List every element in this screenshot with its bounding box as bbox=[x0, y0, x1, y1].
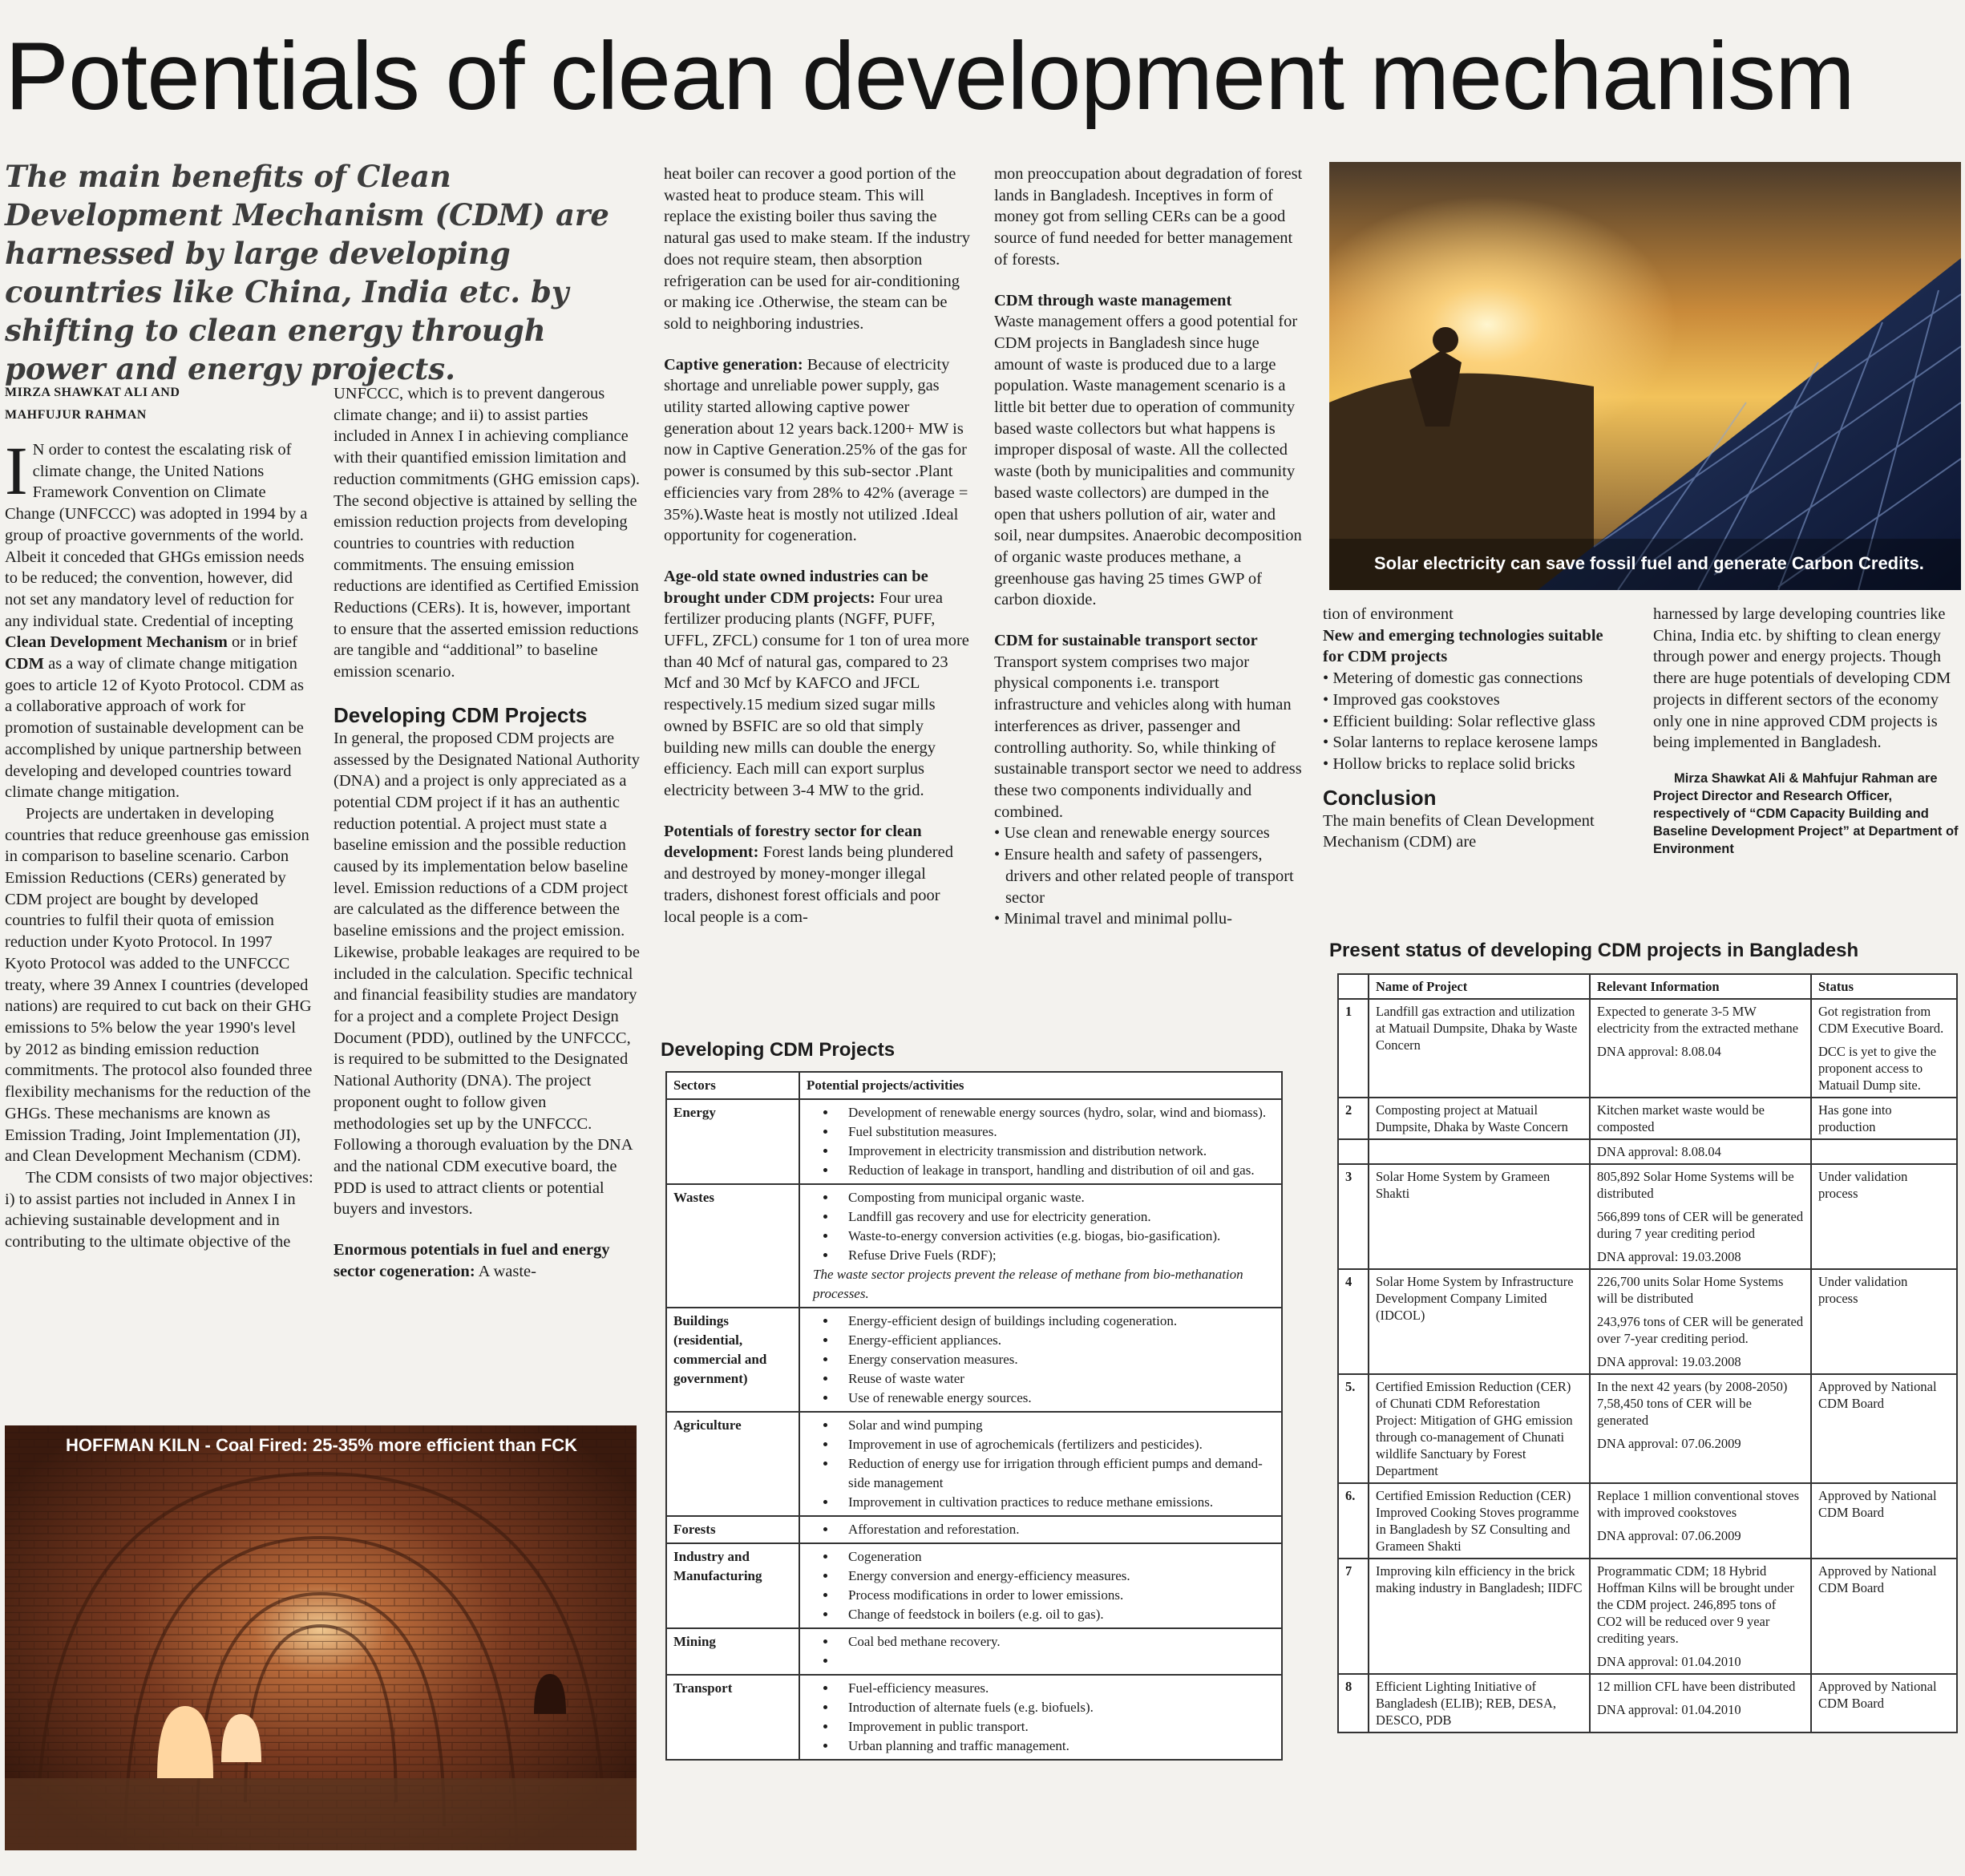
project-name-cell: Solar Home System by Infrastructure Development Company Limited (IDCOL) bbox=[1369, 1269, 1590, 1374]
list-item: • Use of renewable energy sources. bbox=[837, 1389, 1275, 1408]
activities-cell bbox=[799, 1516, 1282, 1543]
row-number-cell: 1 bbox=[1338, 999, 1369, 1098]
list-item: • Fuel substitution measures. bbox=[837, 1122, 1275, 1142]
list-item: • Waste-to-energy conversion activities (e.g. biogas, bio-gasification). bbox=[837, 1227, 1275, 1246]
list-item: • Cogeneration bbox=[837, 1547, 1275, 1567]
table-row bbox=[666, 1184, 1282, 1308]
relevant-info-cell bbox=[1590, 999, 1811, 1098]
status-cell bbox=[1811, 1098, 1957, 1139]
info-line: 566,899 tons of CER will be generated during 7 year crediting period bbox=[1597, 1209, 1804, 1241]
project-name-cell: Certified Emission Reduction (CER) of Chunati CDM Reforestation Project: Mitigation of GHG emission through co-management of Chunati wildlife Sanctuary by Forest Department bbox=[1369, 1374, 1590, 1483]
column-4 bbox=[994, 164, 1304, 1037]
table-row bbox=[666, 1543, 1282, 1628]
sector-cell: Buildings (residential, commercial and government) bbox=[666, 1308, 799, 1412]
article-paragraph: Projects are undertaken in developing countries that reduce greenhouse gas emission in comparison to baseline scenario. Carbon Emission Reductions (CERs) generated by CDM project are bought by developed countries to fulfil their quota of emission reduction under Kyoto Protocol. In 1997 Kyoto Protocol was added to the UNFCCC treaty, where 39 Annex I countries (developed nations) are required to cut back on their GHG emissions to 5% below the year 1990's level by 2012 as binding emission reduction commitments. The protocol also founded three flexibility mechanisms for the reduction of the GHGs. These mechanisms are known as Emission Trading, Joint Implementation (JI), and Clean Development Mechanism (CDM). bbox=[5, 804, 313, 1166]
sector-cell: Industry and Manufacturing bbox=[666, 1543, 799, 1628]
info-line: 805,892 Solar Home Systems will be distributed bbox=[1597, 1169, 1794, 1201]
table-row bbox=[666, 1308, 1282, 1412]
article-paragraph: tion of environment bbox=[1323, 605, 1454, 623]
article-paragraph: I N order to contest the escalating risk of climate change, the United Nations Framework Convention on Climate Change (UNFCCC) was adopted in 1994 by a group of proactive governments of the world. Albeit it conceded that GHGs emission needs to be reduced; the convention, however, did not set any mandatory level of reduction for any individual state. Credential of incepting Clean Development Mechanism or in brief CDM as a way of climate change mitigation goes to article 12 of Kyoto Protocol. CDM as a collaborative approach of work for promotion of sustainable development can be accomplished by unique partnership between developing and developed countries toward climate change mitigation. bbox=[5, 432, 308, 802]
project-name-cell bbox=[1369, 1139, 1590, 1164]
list-item: • Reuse of waste water bbox=[837, 1369, 1275, 1389]
solar-panel-photo bbox=[1329, 162, 1961, 590]
activity-list bbox=[807, 1679, 1275, 1756]
activity-list bbox=[807, 1188, 1275, 1265]
activity-list bbox=[807, 1416, 1275, 1512]
activities-cell bbox=[799, 1628, 1282, 1675]
table-row bbox=[1338, 1098, 1957, 1139]
info-line: 243,976 tons of CER will be generated over 7-year crediting period. bbox=[1597, 1314, 1804, 1346]
info-line: Programmatic CDM; 18 Hybrid Hoffman Kilns will be brought under the CDM project. 246,895 tons of CO2 will be reduced over 9 year crediting years. bbox=[1597, 1563, 1794, 1646]
activities-cell bbox=[799, 1543, 1282, 1628]
activity-list bbox=[807, 1632, 1275, 1671]
list-item: • Refuse Drive Fuels (RDF); bbox=[837, 1246, 1275, 1265]
article-paragraph: Potentials of forestry sector for clean development: Forest lands being plundered and destroyed by money-monger illegal traders, dishonest forest officials and poor local people is a com- bbox=[664, 822, 953, 926]
info-line: 226,700 units Solar Home Systems will be distributed bbox=[1597, 1274, 1784, 1306]
status-line: Approved by National CDM Board bbox=[1818, 1488, 1937, 1520]
row-number-cell: 2 bbox=[1338, 1098, 1369, 1139]
info-line: DNA approval: 07.06.2009 bbox=[1597, 1528, 1741, 1543]
column-header: Sectors bbox=[666, 1072, 799, 1099]
table-row bbox=[1338, 1139, 1957, 1164]
drop-cap: I bbox=[5, 432, 28, 509]
list-item: • Metering of domestic gas connections bbox=[1323, 669, 1583, 688]
info-line: DNA approval: 01.04.2010 bbox=[1597, 1654, 1741, 1669]
info-line: DNA approval: 19.03.2008 bbox=[1597, 1249, 1741, 1264]
deck-intro: The main benefits of Clean Development Mechanism (CDM) are harnessed by large developing countries like China, India etc. by shifting to clean energy through power and energy projects. bbox=[5, 159, 609, 386]
sector-cell: Agriculture bbox=[666, 1412, 799, 1516]
row-number-cell: 6. bbox=[1338, 1483, 1369, 1559]
list-item: • Coal bed methane recovery. bbox=[837, 1632, 1275, 1652]
list-item: • Solar lanterns to replace kerosene lamps bbox=[1323, 734, 1599, 752]
project-name-cell: Solar Home System by Grameen Shakti bbox=[1369, 1164, 1590, 1269]
list-item: • Introduction of alternate fuels (e.g. biofuels). bbox=[837, 1698, 1275, 1717]
table-row bbox=[1338, 1483, 1957, 1559]
column-header: Status bbox=[1811, 974, 1957, 999]
table-row bbox=[666, 1675, 1282, 1760]
sector-cell: Transport bbox=[666, 1675, 799, 1760]
list-item: • Afforestation and reforestation. bbox=[837, 1520, 1275, 1539]
section-heading: Developing CDM Projects bbox=[334, 702, 588, 727]
list-item: • Reduction of leakage in transport, handling and distribution of oil and gas. bbox=[837, 1161, 1275, 1180]
relevant-info-cell bbox=[1590, 1674, 1811, 1732]
headline: Potentials of clean development mechanism bbox=[5, 22, 1854, 130]
table-row bbox=[666, 1516, 1282, 1543]
byline-author-1: MIRZA SHAWKAT ALI AND bbox=[5, 386, 180, 399]
activities-cell bbox=[799, 1412, 1282, 1516]
project-name-cell: Composting project at Matuail Dumpsite, Dhaka by Waste Concern bbox=[1369, 1098, 1590, 1139]
info-line: In the next 42 years (by 2008-2050) 7,58,450 tons of CER will be generated bbox=[1597, 1379, 1788, 1428]
list-item: • Minimal travel and minimal pollu- bbox=[994, 910, 1232, 928]
column-6 bbox=[1653, 604, 1961, 932]
relevant-info-cell bbox=[1590, 1139, 1811, 1164]
column-3 bbox=[664, 164, 972, 1031]
status-cell bbox=[1811, 1483, 1957, 1559]
status-line: Under validation process bbox=[1818, 1274, 1908, 1306]
column-header: Name of Project bbox=[1369, 974, 1590, 999]
list-item: • Energy-efficient appliances. bbox=[837, 1331, 1275, 1350]
info-line: Expected to generate 3-5 MW electricity from the extracted methane bbox=[1597, 1004, 1799, 1036]
info-line: DNA approval: 8.08.04 bbox=[1597, 1144, 1721, 1159]
row-number-cell: 7 bbox=[1338, 1559, 1369, 1674]
table-row bbox=[1338, 1269, 1957, 1374]
activity-list bbox=[807, 1103, 1275, 1180]
bullet-list bbox=[1323, 668, 1627, 775]
list-item: • Development of renewable energy sources (hydro, solar, wind and biomass). bbox=[837, 1103, 1275, 1122]
info-line: DNA approval: 07.06.2009 bbox=[1597, 1436, 1741, 1451]
list-item: • Improvement in use of agrochemicals (fertilizers and pesticides). bbox=[837, 1435, 1275, 1454]
section-heading: Conclusion bbox=[1323, 785, 1437, 810]
author-bio: Mirza Shawkat Ali & Mahfujur Rahman are Project Director and Research Officer, respectively of “CDM Capacity Building and Baseline Development Project” at Department of Environment bbox=[1653, 770, 1959, 856]
list-item: • Landfill gas recovery and use for electricity generation. bbox=[837, 1207, 1275, 1227]
relevant-info-cell bbox=[1590, 1098, 1811, 1139]
article-paragraph: The main benefits of Clean Development Mechanism (CDM) are bbox=[1323, 811, 1595, 851]
photo-caption: HOFFMAN KILN - Coal Fired: 25-35% more efficient than FCK bbox=[66, 1435, 578, 1455]
status-line: Approved by National CDM Board bbox=[1818, 1379, 1937, 1411]
column-header bbox=[1338, 974, 1369, 999]
section-heading: CDM for sustainable transport sector bbox=[994, 632, 1258, 650]
status-line: Approved by National CDM Board bbox=[1818, 1679, 1937, 1711]
article-paragraph: The CDM consists of two major objectives: i) to assist parties not included in Annex I in achieving sustainable development and in contributing to the ultimate objective of the bbox=[5, 1168, 313, 1251]
article-paragraph: Waste management offers a good potential for CDM projects in Bangladesh since huge amount of waste is produced due to a large population. Waste management scenario is a little bit better due to operation of community based waste collectors but what happens is improper disposal of waste. All the collected waste (both by municipalities and community based waste collectors) are dumped in the open that ushers pollution of air, water and soil, near dumpsites. Anaerobic decomposition of organic waste produces methane, a greenhouse gas having 25 times GWP of carbon dioxide. bbox=[994, 313, 1302, 609]
relevant-info-cell bbox=[1590, 1483, 1811, 1559]
project-name-cell: Certified Emission Reduction (CER) Improved Cooking Stoves programme in Bangladesh by SZ Consulting and Grameen Shakti bbox=[1369, 1483, 1590, 1559]
article-paragraph: Enormous potentials in fuel and energy sector cogeneration: A waste- bbox=[334, 1241, 610, 1280]
list-item: • Energy conservation measures. bbox=[837, 1350, 1275, 1369]
table-header-row bbox=[666, 1072, 1282, 1099]
activity-list bbox=[807, 1520, 1275, 1539]
project-status-table bbox=[1337, 973, 1958, 1733]
table-row bbox=[666, 1628, 1282, 1675]
list-item: • Process modifications in order to lower emissions. bbox=[837, 1586, 1275, 1605]
sector-cell: Mining bbox=[666, 1628, 799, 1675]
table-header-row bbox=[1338, 974, 1957, 999]
info-line: DNA approval: 01.04.2010 bbox=[1597, 1702, 1741, 1717]
list-item bbox=[837, 1652, 1275, 1671]
section-heading: New and emerging technologies suitable for CDM projects bbox=[1323, 626, 1603, 666]
column-header: Potential projects/activities bbox=[799, 1072, 1282, 1099]
status-line: Approved by National CDM Board bbox=[1818, 1563, 1937, 1595]
list-item: • Efficient building: Solar reflective glass bbox=[1323, 712, 1595, 730]
row-number-cell: 4 bbox=[1338, 1269, 1369, 1374]
article-paragraph: harnessed by large developing countries like China, India etc. by shifting to clean energy through power and energy projects. Though there are huge potentials of developing CDM projects in different sectors of the economy only one in nine approved CDM projects is being implemented in Bangladesh. bbox=[1653, 605, 1951, 752]
list-item: • Fuel-efficiency measures. bbox=[837, 1679, 1275, 1698]
list-item: • Ensure health and safety of passengers, drivers and other related people of transport sector bbox=[994, 846, 1294, 907]
relevant-info-cell bbox=[1590, 1164, 1811, 1269]
info-line: Replace 1 million conventional stoves with improved cookstoves bbox=[1597, 1488, 1800, 1520]
kiln-photo bbox=[5, 1425, 637, 1850]
table-row bbox=[1338, 1164, 1957, 1269]
row-number-cell bbox=[1338, 1139, 1369, 1164]
list-item: • Improved gas cookstoves bbox=[1323, 690, 1500, 709]
bullet-list bbox=[994, 823, 1304, 930]
article-paragraph: Captive generation: Because of electricity shortage and unreliable power supply, gas utility started allowing captive power generation about 12 years back.1200+ MW is now in Captive Generation.25% of the gas for power is consumed by this sub-sector .Plant efficiencies vary from 28% to 42% (average = 35%).Waste heat is mostly not utilized .Ideal opportunity for cogeneration. bbox=[664, 355, 968, 545]
relevant-info-cell bbox=[1590, 1559, 1811, 1674]
column-2 bbox=[334, 383, 643, 1417]
row-number-cell: 5. bbox=[1338, 1374, 1369, 1483]
article-paragraph: mon preoccupation about degradation of forest lands in Bangladesh. Inceptives in form of money got from selling CERs can be a good source of fund needed for better management of forests. bbox=[994, 165, 1303, 269]
photo-caption: Solar electricity can save fossil fuel and generate Carbon Credits. bbox=[1374, 553, 1924, 573]
table-title: Developing CDM Projects bbox=[661, 1039, 896, 1061]
info-line: Kitchen market waste would be composted bbox=[1597, 1102, 1765, 1134]
hoffman-kiln-image bbox=[5, 1425, 637, 1850]
column-1 bbox=[5, 382, 314, 1416]
project-name-cell: Landfill gas extraction and utilization at Matuail Dumpsite, Dhaka by Waste Concern bbox=[1369, 999, 1590, 1098]
status-line: DCC is yet to give the proponent access to Matuail Dump site. bbox=[1818, 1044, 1937, 1093]
activities-cell bbox=[799, 1099, 1282, 1184]
activities-cell bbox=[799, 1184, 1282, 1308]
list-item: • Hollow bricks to replace solid bricks bbox=[1323, 754, 1575, 773]
article-paragraph: heat boiler can recover a good portion of the wasted heat to produce steam. This will replace the existing boiler thus saving the natural gas used to make steam. If the industry does not require steam, then absorption refrigeration can be used for air-conditioning or making ice .Otherwise, the steam can be sold to neighboring industries. bbox=[664, 165, 970, 333]
sector-note: The waste sector projects prevent the release of methane from bio-methanation processes. bbox=[813, 1267, 1243, 1301]
article-paragraph: In general, the proposed CDM projects are assessed by the Designated National Authority (DNA) and a project is only appreciated as a potential CDM project if it has an authentic reduction potential. A project must state a baseline emission and the possible reduction caused by its implementation below baseline level. Emission reductions of a CDM project are calculated as the difference between the baseline emissions and the project emission. Likewise, probable leakages are required to be included in the calculation. Specific technical and financial feasibility studies are mandatory for a project and a complete Project Design Document (PDD), outlined by the UNFCCC, is required to be submitted to the Designated National Authority (DNA). The project proponent ought to follow given methodologies set up by the UNFCCC. Following a thorough evaluation by the DNA and the national CDM executive board, the PDD is used to attract clients or potential buyers and investors. bbox=[334, 729, 641, 1219]
table-row bbox=[1338, 1674, 1957, 1732]
activity-list bbox=[807, 1547, 1275, 1624]
sector-cell: Wastes bbox=[666, 1184, 799, 1308]
list-item: • Improvement in public transport. bbox=[837, 1717, 1275, 1737]
project-name-cell: Efficient Lighting Initiative of Bangladesh (ELIB); REB, DESA, DESCO, PDB bbox=[1369, 1674, 1590, 1732]
relevant-info-cell bbox=[1590, 1374, 1811, 1483]
byline-author-2: MAHFUJUR RAHMAN bbox=[5, 408, 147, 422]
table-row bbox=[1338, 999, 1957, 1098]
sector-cell: Energy bbox=[666, 1099, 799, 1184]
table-title: Present status of developing CDM projects in Bangladesh bbox=[1329, 940, 1859, 961]
list-item: • Urban planning and traffic management. bbox=[837, 1737, 1275, 1756]
list-item: • Energy conversion and energy-efficiency measures. bbox=[837, 1567, 1275, 1586]
table-row bbox=[1338, 1559, 1957, 1674]
row-number-cell: 3 bbox=[1338, 1164, 1369, 1269]
table-row bbox=[666, 1099, 1282, 1184]
list-item: • Composting from municipal organic waste. bbox=[837, 1188, 1275, 1207]
sector-cell: Forests bbox=[666, 1516, 799, 1543]
list-item: • Reduction of energy use for irrigation through efficient pumps and demand-side management bbox=[837, 1454, 1275, 1493]
article-paragraph: Age-old state owned industries can be brought under CDM projects: Four urea fertilizer producing plants (NGFF, PUFF, UFFL, ZFCL) consume for 1 ton of urea more than 40 Mcf of natural gas, compared to 23 Mcf and 30 Mcf by KAFCO and JFCL respectively.15 medium sized sugar mills owned by BSFIC are so old that simply building new mills can double the energy efficiency. Each mill can export surplus electricity between 3-4 MW to the grid. bbox=[664, 567, 969, 799]
column-header: Relevant Information bbox=[1590, 974, 1811, 999]
status-cell bbox=[1811, 999, 1957, 1098]
info-line: DNA approval: 19.03.2008 bbox=[1597, 1354, 1741, 1369]
status-line: Got registration from CDM Executive Board. bbox=[1818, 1004, 1944, 1036]
column-5 bbox=[1323, 604, 1627, 931]
list-item: • Use clean and renewable energy sources bbox=[994, 824, 1270, 843]
solar-panel-image bbox=[1329, 162, 1961, 590]
row-number-cell: 8 bbox=[1338, 1674, 1369, 1732]
info-line: DNA approval: 8.08.04 bbox=[1597, 1044, 1721, 1059]
table-row bbox=[666, 1412, 1282, 1516]
cdm-projects-table bbox=[665, 1071, 1283, 1761]
status-cell bbox=[1811, 1164, 1957, 1269]
list-item: • Energy-efficient design of buildings including cogeneration. bbox=[837, 1312, 1275, 1331]
status-cell bbox=[1811, 1559, 1957, 1674]
article-paragraph: Transport system comprises two major physical components i.e. transport infrastructure and vehicles along with human interferences as driver, passenger and controlling authority. So, while thinking of sustainable transport sector we need to address these two components individually and combined. bbox=[994, 653, 1302, 821]
status-cell bbox=[1811, 1139, 1957, 1164]
activity-list bbox=[807, 1312, 1275, 1408]
list-item: • Improvement in cultivation practices to reduce methane emissions. bbox=[837, 1493, 1275, 1512]
list-item: • Improvement in electricity transmission and distribution network. bbox=[837, 1142, 1275, 1161]
relevant-info-cell bbox=[1590, 1269, 1811, 1374]
project-name-cell: Improving kiln efficiency in the brick making industry in Bangladesh; IIDFC bbox=[1369, 1559, 1590, 1674]
table-row bbox=[1338, 1374, 1957, 1483]
status-cell bbox=[1811, 1374, 1957, 1483]
activities-cell bbox=[799, 1675, 1282, 1760]
info-line: 12 million CFL have been distributed bbox=[1597, 1679, 1796, 1694]
status-cell bbox=[1811, 1269, 1957, 1374]
status-line: Has gone into production bbox=[1818, 1102, 1892, 1134]
section-heading: CDM through waste management bbox=[994, 291, 1232, 309]
article-paragraph: UNFCCC, which is to prevent dangerous climate change; and ii) to assist parties included in Annex I in achieving compliance with their quantified emission limitation and reduction commitments (GHG emission caps). The second objective is attained by selling the emission reduction projects from developing countries to countries with reduction commitments. The ensuing emission reductions are identified as Certified Emission Reductions (CERs). It is, however, important to ensure that the asserted emission reductions are tangible and “additional” to baseline emission scenario. bbox=[334, 385, 641, 681]
list-item: • Change of feedstock in boilers (e.g. oil to gas). bbox=[837, 1605, 1275, 1624]
list-item: • Solar and wind pumping bbox=[837, 1416, 1275, 1435]
activities-cell bbox=[799, 1308, 1282, 1412]
status-line: Under validation process bbox=[1818, 1169, 1908, 1201]
status-cell bbox=[1811, 1674, 1957, 1732]
